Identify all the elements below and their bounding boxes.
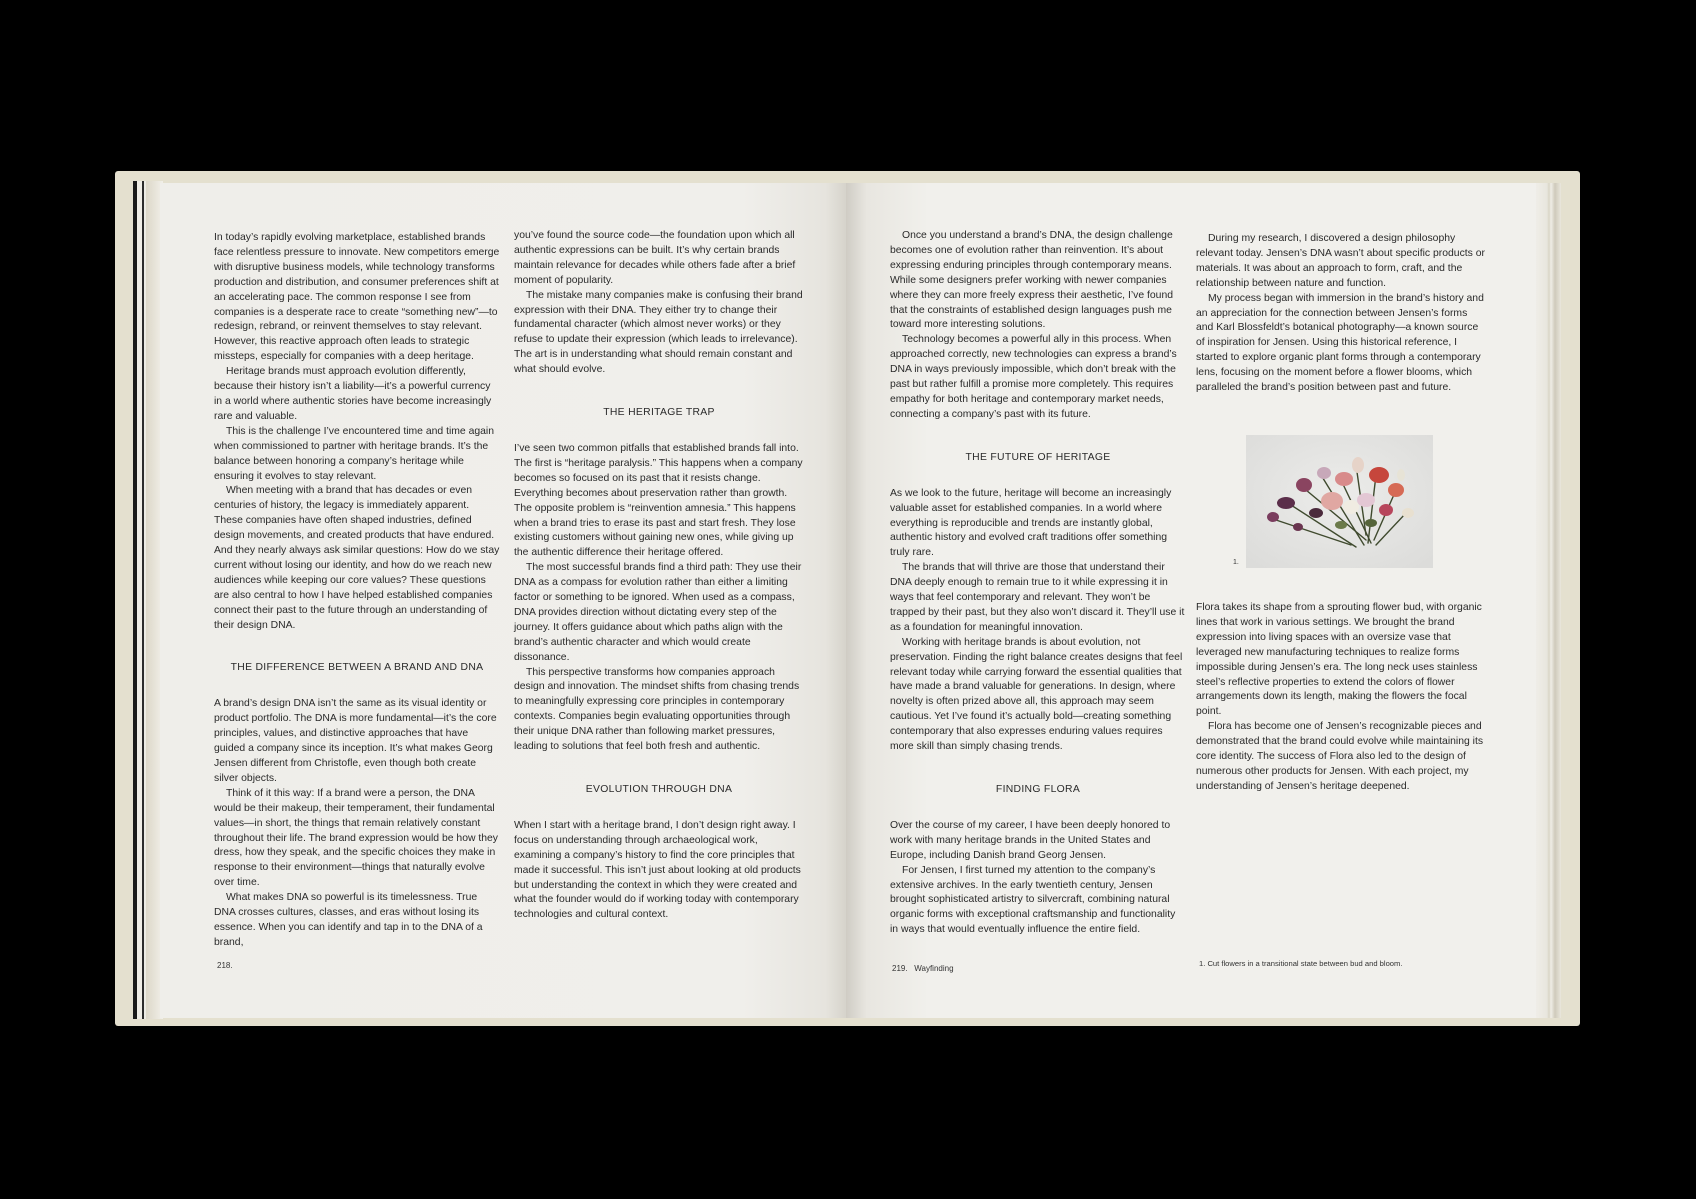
right-page-edges: [1533, 183, 1561, 1018]
paragraph: What makes DNA so powerful is its timelessness. True DNA crosses cultures, classes, and eras without losing its essence. When you can identify and tap in to the DNA of a brand,: [214, 892, 483, 948]
page-number-left: 218.: [217, 961, 233, 970]
paragraph: During my research, I discovered a design philosophy relevant today. Jensen’s DNA wasn’t about specific products or materials. It was about an approach to form, craft, and the relationship between nature and function.: [1196, 233, 1485, 289]
right-column-1: [890, 229, 1186, 938]
page-number-right: 219. Wayfinding: [892, 964, 954, 973]
paragraph: When meeting with a brand that has decades or even centuries of history, the legacy is immediately apparent. These companies have often shaped industries, defined design movements, and created products that have endured. And they nearly always ask similar questions: How do we stay current without losing our identity, and how do we reach new audiences while keeping our core values? These questions are also central to how I have helped established companies connect their past to the future through an understanding of their design DNA.: [214, 485, 500, 631]
paragraph: you’ve found the source code—the foundation upon which all authentic expressions can be built. It’s why certain brands maintain relevance for decades while others fade after a brief moment of popularity.: [514, 230, 796, 286]
paragraph: Once you understand a brand’s DNA, the design challenge becomes one of evolution rather than reinvention. It’s about expressing enduring principles through contemporary means. While some designers prefer working with newer companies where they can more freely express their aesthetic, I’ve found that the constraints of established design languages push me toward more interesting solutions.: [890, 230, 1173, 331]
paragraph: This perspective transforms how companies approach design and innovation. The mindset shifts from chasing trends to meaningfully expressing core principles in contemporary contexts. Companies begin evaluating opportunities through their unique DNA rather than following market pressures, leading to solutions that feel both fresh and authentic.: [514, 666, 800, 753]
paragraph: This is the challenge I’ve encountered time and time again when commissioned to partner with heritage brands. It’s the balance between honoring a company’s heritage while ensuring it evolves to stay relevant.: [214, 425, 495, 482]
paragraph: For Jensen, I first turned my attention to the company’s extensive archives. In the early twentieth century, Jensen brought sophisticated artistry to silvercraft, combining natural organic forms with exceptional craftsmanship and functionality in ways that would eventually influence the entire field.: [890, 864, 1176, 936]
left-column-2: [514, 229, 804, 923]
left-page-edges: [133, 181, 163, 1019]
paragraph: As we look to the future, heritage will become an increasingly valuable asset for established companies. In a world where everything is reproducible and trends are instantly global, authentic history and evolved craft traditions offer something truly rare.: [890, 487, 1172, 559]
right-column-2-lower: [1196, 601, 1486, 795]
section-heading: THE FUTURE OF HERITAGE: [965, 451, 1111, 463]
left-page: [160, 183, 846, 1018]
figure-caption: 1. Cut flowers in a transitional state between bud and bloom.: [1199, 959, 1403, 968]
paragraph: When I start with a heritage brand, I don’t design right away. I focus on understanding through archaeological work, examining a company’s history to find the core principles that made it successful. This isn’t just about looking at old products but understanding the context in which they were created and what the founder would do if working today with contemporary technologies and cultural context.: [514, 819, 801, 921]
paragraph: Flora has become one of Jensen’s recognizable pieces and demonstrated that the brand could evolve while maintaining its core identity. The success of Flora also led to the design of numerous other products for Jensen. With each project, my understanding of Jensen’s heritage deepened.: [1196, 721, 1484, 792]
paragraph: Working with heritage brands is about evolution, not preservation. Finding the right balance creates designs that feel relevant today while carrying forward the essential qualities that have made a brand valuable for generations. In design, where novelty is often prized above all, this approach may seem cautious. Yet I’ve found it’s actually bold—creating something contemporary that also expresses enduring values requires more skill than simply chasing trends.: [890, 636, 1183, 753]
left-column-1: [214, 231, 500, 951]
flower-illustration: [1246, 435, 1433, 568]
paragraph: Technology becomes a powerful ally in this process. When approached correctly, new technologies can express a brand’s DNA in ways previously impossible, which don’t break with the past but rather fulfill a promise more completely. This requires empathy for both heritage and contemporary market needs, connecting a company’s past with its future.: [890, 334, 1177, 420]
figure-number: 1.: [1233, 559, 1239, 566]
paragraph: My process began with immersion in the brand’s history and an appreciation for the connection between Jensen’s forms and Karl Blossfeldt’s botanical photography—a known source of inspiration for Jensen. Using this historical reference, I started to explore organic plant forms through a contemporary lens, focusing on the moment before a flower blooms, which paralleled the brand’s position between past and future.: [1196, 292, 1484, 394]
paragraph: In today’s rapidly evolving marketplace, established brands face relentless pressure to innovate. New competitors emerge with disruptive business models, while technology transforms production and distribution, and consumer preferences shift at an accelerating pace. The common response I see from companies is a desperate race to create “something new”—to redesign, rebrand, or reinvent themselves to stay relevant. However, this reactive approach often leads to strategic missteps, especially for companies with a deep heritage.: [214, 232, 500, 363]
paragraph: A brand’s design DNA isn’t the same as its visual identity or product portfolio. The DNA is more fundamental—it’s the core principles, values, and distinctive approaches that have guided a company since its inception. It’s what makes Georg Jensen different from Christofle, even though both create silver objects.: [214, 698, 497, 784]
paragraph: Heritage brands must approach evolution differently, because their history isn’t a liability—it’s a powerful currency in a world where authentic stories have become increasingly rare and valuable.: [214, 366, 492, 422]
section-heading: THE HERITAGE TRAP: [603, 407, 715, 419]
paragraph: Flora takes its shape from a sprouting flower bud, with organic lines that work in various settings. We brought the brand expression into living spaces with an oversize vase that leveraged new manufacturing techniques to realize forms impossible during Jensen’s era. The long neck uses stainless steel’s reflective properties to extend the colors of flower arrangements down its length, making the flowers the focal point.: [1196, 602, 1482, 718]
section-heading: THE DIFFERENCE BETWEEN A BRAND AND DNA: [230, 662, 484, 674]
paragraph: Over the course of my career, I have been deeply honored to work with many heritage brands in the United States and Europe, including Danish brand Georg Jensen.: [890, 819, 1171, 861]
right-column-2: [1196, 232, 1486, 396]
right-page: [846, 183, 1536, 1018]
paragraph: Think of it this way: If a brand were a person, the DNA would be their makeup, their temperament, their fundamental values—in short, the things that remain relatively constant throughout their life. The brand expression would be how they dress, how they speak, and the specific choices they make in response to their environment—things that naturally evolve over time.: [214, 787, 498, 889]
section-heading: FINDING FLORA: [995, 784, 1081, 795]
paragraph: The brands that will thrive are those that understand their DNA deeply enough to remain true to it while expressing it in ways that feel contemporary and relevant. They won’t be trapped by their past, but they also won’t discard it. They’ll use it as a foundation for meaningful innovation.: [890, 562, 1185, 633]
section-heading: EVOLUTION THROUGH DNA: [585, 784, 733, 795]
paragraph: I’ve seen two common pitfalls that established brands fall into. The first is “heritage paralysis.” This happens when a company becomes so focused on its past that it resists change. Everything becomes about preservation rather than growth. The opposite problem is “reinvention amnesia.” This happens when a brand tries to erase its past and start fresh. They lose existing customers without gaining new ones, while giving up the authentic difference their heritage offered.: [514, 442, 803, 559]
paragraph: The most successful brands find a third path: They use their DNA as a compass for evolution rather than either a limiting factor or something to be ignored. When used as a compass, DNA provides direction without dictating every step of the journey. It offers guidance about which paths align with the brand’s authentic character and which would create dissonance.: [514, 562, 802, 663]
flower-arrangement-photo: [1246, 435, 1433, 568]
paragraph: The mistake many companies make is confusing their brand expression with their DNA. They either try to change their fundamental character (which almost never works) or they refuse to update their expression (which leads to irrelevance). The art is in understanding what should remain constant and what should evolve.: [514, 289, 803, 376]
